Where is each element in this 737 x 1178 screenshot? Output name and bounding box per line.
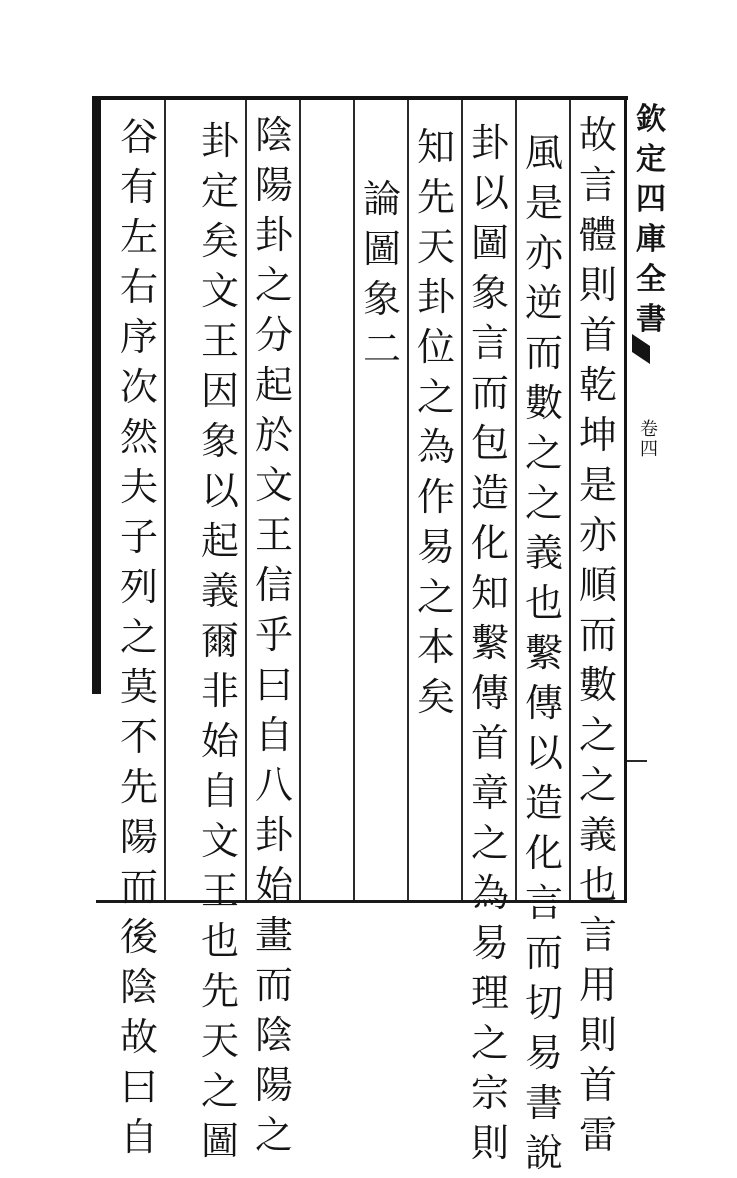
character: 而 [524,931,563,975]
character: 包 [470,421,509,465]
character: 之 [470,1021,509,1065]
character: 易 [524,1031,563,1075]
character: 知 [416,125,455,169]
character: 序 [119,315,158,359]
frame-top-border [92,96,628,100]
character: 義 [200,569,239,613]
character: 矣 [416,675,455,719]
column-rule [407,100,409,900]
character: 也 [524,581,563,625]
character: 起 [200,519,239,563]
character: 而 [119,865,158,909]
character: 言 [578,163,617,207]
column-rule [164,100,166,900]
character: 有 [119,165,158,209]
character: 易 [416,525,455,569]
character: 言 [578,913,617,957]
character: 象 [200,419,239,463]
character: 以 [524,731,563,775]
character: 爾 [200,619,239,663]
book-title-margin [630,100,672,340]
character: 卦 [254,813,293,857]
character: 次 [119,365,158,409]
character: 夫 [119,465,158,509]
character: 以 [470,171,509,215]
text-column-9 [114,112,164,1162]
character: 文 [200,819,239,863]
character: 圖 [362,227,401,271]
character: 之 [524,431,563,475]
character: 起 [254,363,293,407]
character: 而 [524,331,563,375]
text-column-2 [519,128,569,1178]
character: 數 [578,663,617,707]
character: 之 [254,1113,293,1157]
character: 自 [119,1115,158,1159]
character: 自 [254,713,293,757]
character: 以 [200,469,239,513]
character: 書 [524,1081,563,1125]
character: 首 [578,1063,617,1107]
character: 定 [200,169,239,213]
character: 雷 [578,1113,617,1157]
character: 風 [524,131,563,175]
character: 而 [470,371,509,415]
character: 數 [524,381,563,425]
character: 義 [524,531,563,575]
character: 繫 [470,621,509,665]
character: 為 [470,871,509,915]
character: 子 [119,515,158,559]
character: 始 [254,863,293,907]
character: 先 [119,765,158,809]
character: 畫 [254,913,293,957]
character: 先 [416,175,455,219]
margin-character: 庫 [636,222,666,257]
character: 卦 [470,121,509,165]
character: 不 [119,715,158,759]
character: 後 [119,915,158,959]
character: 之 [416,575,455,619]
character: 先 [200,969,239,1013]
character: 化 [470,521,509,565]
margin-character: 定 [636,142,666,177]
character: 自 [200,769,239,813]
character: 用 [578,963,617,1007]
character: 是 [524,181,563,225]
character: 文 [254,463,293,507]
character: 坤 [578,413,617,457]
character: 傳 [524,681,563,725]
character: 因 [200,369,239,413]
character: 文 [200,269,239,313]
character: 論 [362,177,401,221]
character: 是 [578,463,617,507]
character: 化 [524,831,563,875]
character: 宗 [470,1071,509,1115]
column-rule [569,100,571,900]
character: 圖 [200,1119,239,1163]
character: 而 [254,963,293,1007]
character: 陰 [119,965,158,1009]
margin-character: 欽 [636,102,666,137]
character: 理 [470,971,509,1015]
column-rule [461,100,463,900]
text-column-8 [195,116,245,1166]
character: 右 [119,265,158,309]
character: 義 [578,813,617,857]
character: 繫 [524,631,563,675]
character: 本 [416,625,455,669]
character: 順 [578,563,617,607]
character: 象 [362,277,401,321]
character: 切 [524,981,563,1025]
character: 陽 [254,163,293,207]
column-rule [353,100,355,900]
character: 陽 [119,815,158,859]
character: 曰 [254,663,293,707]
character: 造 [470,471,509,515]
character: 始 [200,719,239,763]
character: 之 [578,763,617,807]
character: 說 [524,1131,563,1175]
margin-character: 四 [636,182,666,217]
character: 王 [200,319,239,363]
character: 陰 [254,1013,293,1057]
character: 則 [470,1121,509,1165]
column-rule [245,100,247,900]
character: 陰 [254,113,293,157]
character: 首 [470,721,509,765]
character: 言 [524,881,563,925]
frame-right-border [624,96,627,903]
character: 列 [119,565,158,609]
character: 之 [254,263,293,307]
character: 天 [416,225,455,269]
character: 之 [470,821,509,865]
character: 為 [416,425,455,469]
character: 天 [200,1019,239,1063]
character: 也 [200,919,239,963]
text-column-3 [465,118,515,1168]
margin-character: 全 [636,262,666,297]
character: 首 [578,313,617,357]
character: 然 [119,415,158,459]
character: 之 [578,713,617,757]
character: 乎 [254,613,293,657]
character: 之 [416,375,455,419]
character: 矣 [200,219,239,263]
character: 章 [470,771,509,815]
column-rule [515,100,517,900]
character: 乾 [578,363,617,407]
text-column-1 [573,110,623,1160]
character: 陽 [254,1063,293,1107]
character: 八 [254,763,293,807]
character: 曰 [119,1065,158,1109]
character: 莫 [119,665,158,709]
character: 分 [254,313,293,357]
character: 二 [362,327,401,371]
character: 體 [578,213,617,257]
character: 卦 [254,213,293,257]
character: 之 [119,615,158,659]
character: 逆 [524,281,563,325]
character: 故 [578,113,617,157]
frame-left-border [92,96,101,694]
character: 知 [470,571,509,615]
character: 易 [470,921,509,965]
character: 言 [470,321,509,365]
character: 左 [119,215,158,259]
character: 傳 [470,671,509,715]
character: 亦 [524,231,563,275]
character: 位 [416,325,455,369]
character: 象 [470,271,509,315]
column-rule [299,100,301,900]
character: 卦 [416,275,455,319]
section-heading [357,174,407,374]
text-column-4 [411,122,461,722]
character: 作 [416,475,455,519]
character: 而 [578,613,617,657]
text-column-7 [249,110,299,1160]
character: 於 [254,413,293,457]
character: 卦 [200,119,239,163]
character: 圖 [470,221,509,265]
volume-label: 卷四 [640,419,658,460]
character: 谷 [119,115,158,159]
margin-character: 書 [636,302,666,337]
character: 信 [254,563,293,607]
character: 之 [524,481,563,525]
character: 王 [200,869,239,913]
character: 造 [524,781,563,825]
character: 之 [200,1069,239,1113]
character: 故 [119,1015,158,1059]
character: 王 [254,513,293,557]
character: 則 [578,263,617,307]
margin-tick [627,760,647,762]
character: 非 [200,669,239,713]
character: 則 [578,1013,617,1057]
character: 也 [578,863,617,907]
character: 亦 [578,513,617,557]
